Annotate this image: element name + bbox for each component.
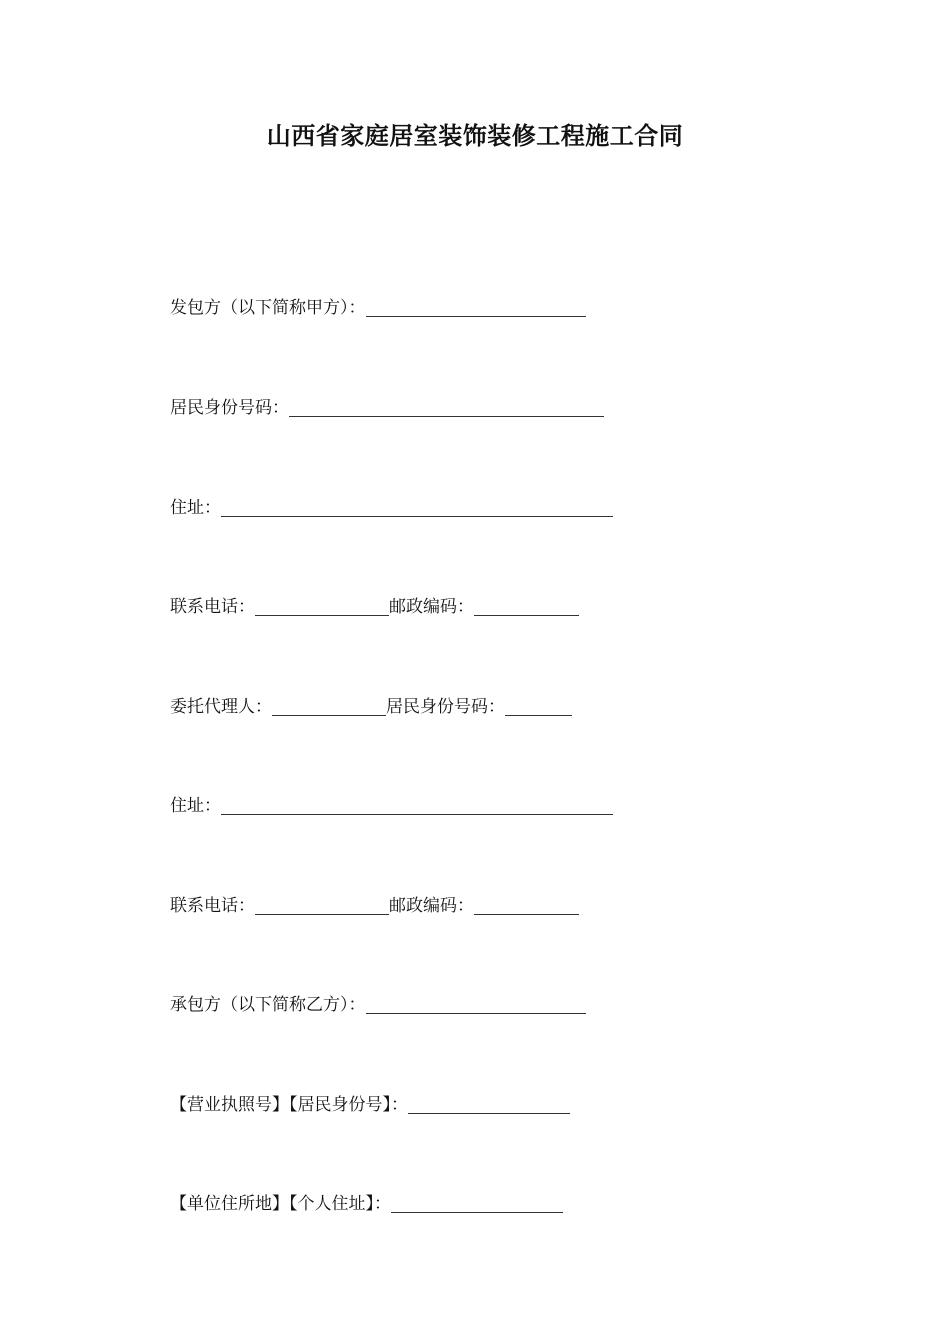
agent-address-label: 住址： [170,796,221,816]
field-party-b [170,991,586,1017]
field-party-a-contact [170,593,579,619]
party-b-label: 承包方（以下简称乙方）： [170,995,366,1015]
field-business-or-home-address [170,1190,563,1216]
agent-postcode-blank[interactable] [474,894,579,915]
field-agent [170,693,572,719]
party-a-id-blank[interactable] [289,396,604,417]
party-a-id-label: 居民身份号码： [170,398,289,418]
field-party-a-id [170,394,604,420]
agent-phone-label: 联系电话： [170,896,255,916]
agent-address-blank[interactable] [221,794,613,815]
party-a-postcode-label: 邮政编码： [389,597,474,617]
field-party-a-address [170,494,613,520]
party-a-blank[interactable] [366,296,586,317]
party-a-phone-label: 联系电话： [170,597,255,617]
party-a-label: 发包方（以下简称甲方）： [170,298,366,318]
agent-blank[interactable] [272,695,386,716]
agent-id-blank[interactable] [505,695,572,716]
field-agent-address [170,792,613,818]
field-agent-contact [170,892,579,918]
license-or-id-label: 【营业执照号】【居民身份号】： [170,1095,408,1115]
business-or-home-address-label: 【单位住所地】【个人住址】： [170,1194,391,1214]
party-a-address-label: 住址： [170,498,221,518]
agent-id-label: 居民身份号码： [386,697,505,717]
business-or-home-address-blank[interactable] [391,1192,563,1213]
agent-phone-blank[interactable] [255,894,389,915]
party-a-address-blank[interactable] [221,496,613,517]
party-a-postcode-blank[interactable] [474,595,579,616]
license-or-id-blank[interactable] [408,1093,570,1114]
party-a-phone-blank[interactable] [255,595,389,616]
agent-label: 委托代理人： [170,697,272,717]
party-b-blank[interactable] [366,993,586,1014]
field-party-a [170,294,586,320]
agent-postcode-label: 邮政编码： [389,896,474,916]
field-license-or-id [170,1091,570,1117]
document-title: 山西省家庭居室装饰装修工程施工合同 [266,122,684,150]
